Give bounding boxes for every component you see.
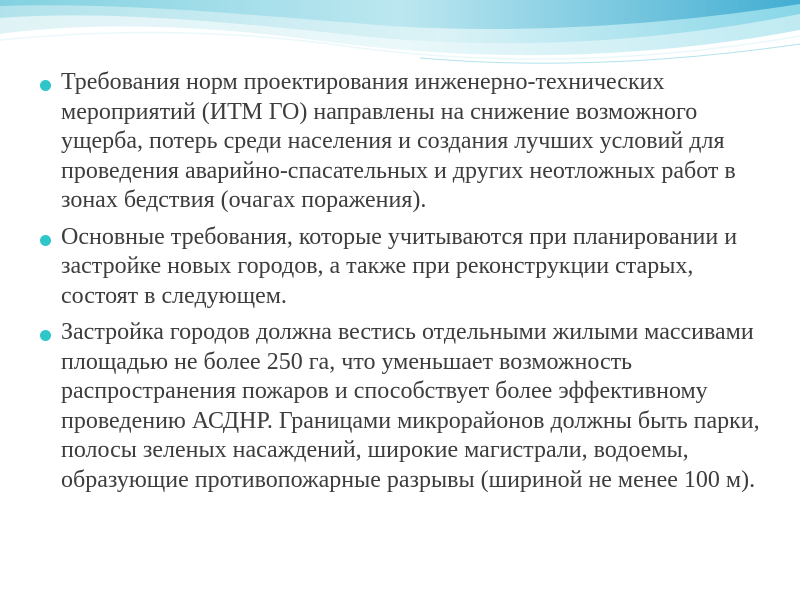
bullet-dot-icon bbox=[40, 330, 51, 341]
bullet-text: Требования норм проектирования инженерно-технических мероприятий (ИТМ ГО) направлены на снижение возможного ущерба, потерь среди населения и создания лучших условий для проведения аварийно-спасательных и других неотложных работ в зонах бедствия (очагах поражения). bbox=[61, 69, 736, 213]
bullet-text: Основные требования, которые учитываются при планировании и застройке новых городов, а также при реконструкции старых, состоят в следующем. bbox=[61, 223, 738, 309]
bullet-dot-icon bbox=[40, 80, 51, 91]
bullet-list bbox=[40, 68, 770, 502]
bullet-item bbox=[40, 318, 770, 495]
bullet-dot-icon bbox=[40, 235, 51, 246]
bullet-item bbox=[40, 223, 770, 312]
bullet-text: Застройка городов должна вестись отдельными жилыми массивами площадью не более 250 га, что уменьшает возможность распространения пожаров и способствует более эффективному проведению АСДНР. Границами микрорайонов должны быть парки, полосы зеленых насаждений, широкие магистрали, водоемы, образующие противопожарные разрывы (шириной не менее 100 м). bbox=[61, 319, 760, 493]
bullet-item bbox=[40, 68, 770, 216]
